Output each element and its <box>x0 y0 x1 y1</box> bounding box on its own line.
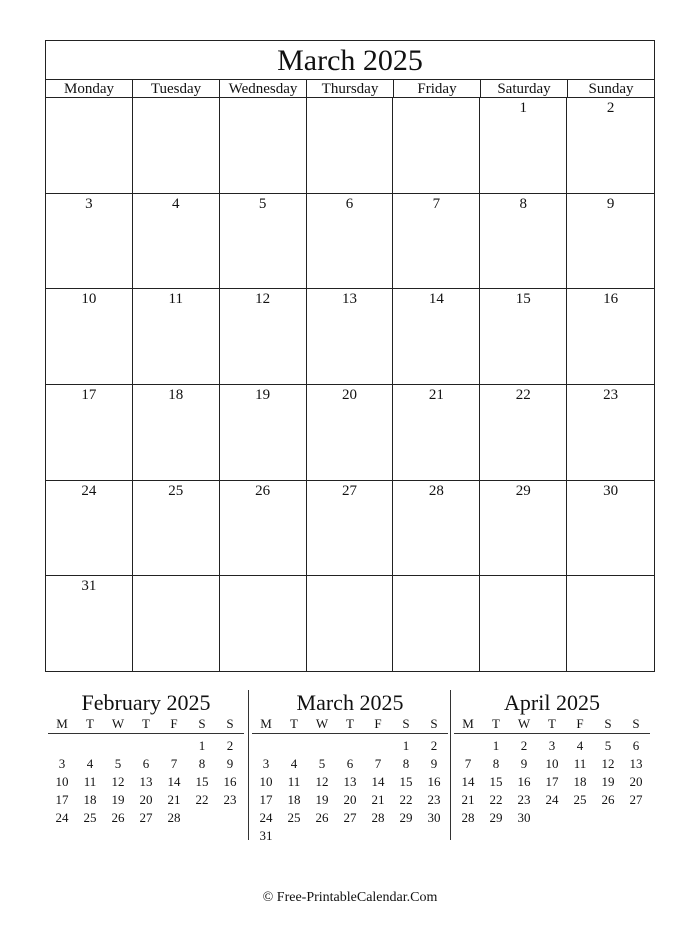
mini-day-cell: 13 <box>629 756 643 771</box>
day-cell: 3 <box>46 194 133 290</box>
mini-day-cell: 22 <box>489 792 503 807</box>
day-cell: 20 <box>307 385 394 481</box>
mini-weekday-label: F <box>374 716 382 731</box>
mini-weekday-label: M <box>56 716 68 731</box>
mini-day-cell: 19 <box>315 792 329 807</box>
mini-day-cell: 13 <box>343 774 357 789</box>
mini-day-cell <box>454 737 482 755</box>
mini-day-cell: 26 <box>315 810 329 825</box>
day-cell: 14 <box>393 289 480 385</box>
mini-day-cell <box>160 737 188 755</box>
mini-day-cell: 17 <box>545 774 559 789</box>
mini-day-cell: 18 <box>287 792 301 807</box>
mini-day-cell: 21 <box>461 792 475 807</box>
mini-day-cell: 26 <box>111 810 125 825</box>
mini-weekday-label: S <box>604 716 612 731</box>
mini-weekday-label: S <box>198 716 206 731</box>
day-cell <box>393 576 480 672</box>
mini-day-cell <box>364 737 392 755</box>
day-cell <box>46 98 133 194</box>
day-cell: 31 <box>46 576 133 672</box>
mini-day-cell <box>280 737 308 755</box>
weekday-header-row <box>46 80 654 98</box>
day-cell: 24 <box>46 481 133 577</box>
mini-day-cell: 16 <box>223 774 237 789</box>
mini-day-cell: 18 <box>573 774 587 789</box>
mini-day-cell: 19 <box>601 774 615 789</box>
mini-day-cell: 16 <box>517 774 531 789</box>
day-cell: 9 <box>567 194 654 290</box>
mini-day-cell: 27 <box>139 810 153 825</box>
mini-day-cell: 28 <box>167 810 181 825</box>
mini-day-cell: 15 <box>489 774 503 789</box>
mini-day-cell: 14 <box>167 774 181 789</box>
mini-day-cell: 17 <box>259 792 273 807</box>
mini-weekday-label: T <box>548 716 556 731</box>
mini-day-cell: 9 <box>226 756 234 771</box>
mini-day-cell: 5 <box>318 756 326 771</box>
day-cell: 23 <box>567 385 654 481</box>
mini-day-cell: 22 <box>195 792 209 807</box>
mini-day-cell: 6 <box>632 738 640 753</box>
mini-day-cell <box>104 737 132 755</box>
day-cell: 21 <box>393 385 480 481</box>
mini-day-cell: 7 <box>464 756 472 771</box>
mini-weekday-label: W <box>315 716 329 731</box>
mini-day-cell: 21 <box>371 792 385 807</box>
mini-day-cell: 2 <box>520 738 528 753</box>
day-cell: 26 <box>220 481 307 577</box>
mini-day-cell: 5 <box>604 738 612 753</box>
mini-weekday-label: T <box>86 716 94 731</box>
footer-credit: © Free-PrintableCalendar.Com <box>262 890 438 905</box>
mini-weekday-label: T <box>142 716 150 731</box>
mini-day-cell: 20 <box>139 792 153 807</box>
mini-weekday-label: S <box>430 716 438 731</box>
mini-calendar-title: February 2025 <box>81 690 211 715</box>
mini-day-cell: 26 <box>601 792 615 807</box>
mini-day-cell: 3 <box>262 756 270 771</box>
mini-day-cell: 4 <box>290 756 298 771</box>
weekday-label: Tuesday <box>133 80 220 97</box>
mini-day-grid <box>454 737 650 827</box>
mini-day-cell: 20 <box>629 774 643 789</box>
mini-day-cell: 25 <box>573 792 587 807</box>
mini-day-cell: 12 <box>111 774 125 789</box>
mini-day-cell: 27 <box>343 810 357 825</box>
day-cell: 11 <box>133 289 220 385</box>
mini-day-cell: 29 <box>489 810 503 825</box>
weekday-label: Monday <box>46 80 133 97</box>
mini-weekday-label: S <box>402 716 410 731</box>
mini-calendar-february <box>48 690 244 827</box>
mini-day-cell <box>336 827 364 845</box>
mini-day-cell: 21 <box>167 792 181 807</box>
mini-day-cell: 8 <box>198 756 206 771</box>
mini-day-cell <box>336 737 364 755</box>
day-cell: 6 <box>307 194 394 290</box>
day-cell: 15 <box>480 289 567 385</box>
mini-day-cell: 20 <box>343 792 357 807</box>
mini-day-cell: 24 <box>55 810 69 825</box>
mini-day-cell: 25 <box>83 810 97 825</box>
mini-day-cell <box>392 827 420 845</box>
mini-day-cell: 27 <box>629 792 643 807</box>
mini-weekday-label: M <box>462 716 474 731</box>
main-calendar <box>45 40 655 672</box>
mini-day-cell: 11 <box>83 774 97 789</box>
mini-weekday-header <box>252 716 448 734</box>
day-cell: 7 <box>393 194 480 290</box>
mini-calendar-title: March 2025 <box>296 690 404 715</box>
day-cell <box>393 98 480 194</box>
mini-day-cell: 7 <box>170 756 178 771</box>
day-cell: 13 <box>307 289 394 385</box>
mini-calendar-april <box>454 690 650 827</box>
mini-day-cell: 10 <box>55 774 69 789</box>
column-divider <box>450 690 451 840</box>
mini-day-cell: 24 <box>259 810 273 825</box>
mini-day-cell: 6 <box>346 756 354 771</box>
mini-day-cell: 8 <box>402 756 410 771</box>
day-cell: 16 <box>567 289 654 385</box>
mini-day-cell <box>364 827 392 845</box>
mini-day-cell: 24 <box>545 792 559 807</box>
weekday-label: Thursday <box>307 80 394 97</box>
mini-day-cell: 23 <box>427 792 441 807</box>
day-cell: 5 <box>220 194 307 290</box>
day-cell: 8 <box>480 194 567 290</box>
mini-day-cell: 23 <box>517 792 531 807</box>
mini-day-cell: 2 <box>430 738 438 753</box>
mini-weekday-label: W <box>517 716 531 731</box>
day-cell: 27 <box>307 481 394 577</box>
mini-day-cell: 14 <box>371 774 385 789</box>
mini-day-cell: 23 <box>223 792 237 807</box>
mini-day-cell: 10 <box>545 756 559 771</box>
mini-day-cell: 18 <box>83 792 97 807</box>
mini-day-cell: 17 <box>55 792 69 807</box>
mini-day-cell: 25 <box>287 810 301 825</box>
mini-day-cell <box>216 809 244 827</box>
day-cell: 12 <box>220 289 307 385</box>
day-cell: 28 <box>393 481 480 577</box>
mini-day-cell <box>622 809 650 827</box>
mini-day-cell: 3 <box>58 756 66 771</box>
day-cell: 25 <box>133 481 220 577</box>
mini-day-cell: 1 <box>402 738 410 753</box>
mini-day-cell: 2 <box>226 738 234 753</box>
weekday-label: Saturday <box>481 80 568 97</box>
day-cell <box>307 576 394 672</box>
mini-weekday-label: S <box>226 716 234 731</box>
mini-weekday-label: F <box>170 716 178 731</box>
mini-day-cell: 5 <box>114 756 122 771</box>
calendar-title: March 2025 <box>46 41 654 80</box>
mini-weekday-label: S <box>632 716 640 731</box>
day-cell: 18 <box>133 385 220 481</box>
mini-day-cell: 10 <box>259 774 273 789</box>
mini-day-cell: 22 <box>399 792 413 807</box>
day-cell <box>567 576 654 672</box>
column-divider <box>248 690 249 840</box>
day-cell: 30 <box>567 481 654 577</box>
mini-day-cell: 3 <box>548 738 556 753</box>
mini-day-cell: 28 <box>371 810 385 825</box>
mini-day-cell: 4 <box>86 756 94 771</box>
day-cell: 29 <box>480 481 567 577</box>
mini-day-cell: 15 <box>195 774 209 789</box>
mini-weekday-header <box>48 716 244 734</box>
mini-day-cell <box>132 737 160 755</box>
day-cell: 22 <box>480 385 567 481</box>
weekday-label: Sunday <box>588 81 634 97</box>
mini-weekday-label: F <box>576 716 584 731</box>
mini-day-cell <box>420 827 448 845</box>
day-cell: 19 <box>220 385 307 481</box>
mini-day-cell <box>252 737 280 755</box>
day-cell: 10 <box>46 289 133 385</box>
day-cell: 17 <box>46 385 133 481</box>
mini-day-cell <box>538 809 566 827</box>
day-cell: 4 <box>133 194 220 290</box>
mini-day-cell: 30 <box>517 810 531 825</box>
mini-day-grid <box>48 737 244 827</box>
mini-day-grid <box>252 737 448 845</box>
mini-day-cell: 6 <box>142 756 150 771</box>
mini-day-cell <box>48 737 76 755</box>
mini-day-cell <box>594 809 622 827</box>
mini-weekday-label: T <box>346 716 354 731</box>
day-cell <box>307 98 394 194</box>
mini-day-cell: 9 <box>520 756 528 771</box>
mini-day-cell: 29 <box>399 810 413 825</box>
mini-day-cell: 30 <box>427 810 441 825</box>
mini-weekday-label: M <box>260 716 272 731</box>
day-grid <box>46 98 654 672</box>
mini-day-cell: 1 <box>492 738 500 753</box>
mini-calendar-title: April 2025 <box>504 690 600 715</box>
mini-day-cell: 14 <box>461 774 475 789</box>
mini-day-cell: 12 <box>601 756 615 771</box>
mini-day-cell <box>566 809 594 827</box>
day-cell <box>220 98 307 194</box>
mini-day-cell: 8 <box>492 756 500 771</box>
mini-day-cell <box>308 737 336 755</box>
weekday-label: Wednesday <box>220 80 307 97</box>
mini-day-cell <box>280 827 308 845</box>
mini-weekday-label: T <box>290 716 298 731</box>
mini-weekday-label: W <box>111 716 125 731</box>
mini-day-cell: 12 <box>315 774 329 789</box>
mini-day-cell <box>308 827 336 845</box>
mini-day-cell <box>76 737 104 755</box>
mini-weekday-header <box>454 716 650 734</box>
mini-day-cell: 15 <box>399 774 413 789</box>
day-cell: 2 <box>567 98 654 194</box>
mini-day-cell: 7 <box>374 756 382 771</box>
mini-day-cell: 13 <box>139 774 153 789</box>
weekday-label: Friday <box>394 80 481 97</box>
mini-day-cell <box>188 809 216 827</box>
day-cell: 1 <box>480 98 567 194</box>
mini-calendar-march <box>252 690 448 845</box>
mini-weekday-label: T <box>492 716 500 731</box>
mini-day-cell: 16 <box>427 774 441 789</box>
mini-day-cell: 11 <box>287 774 301 789</box>
day-cell <box>133 576 220 672</box>
mini-day-cell: 28 <box>461 810 475 825</box>
mini-day-cell: 19 <box>111 792 125 807</box>
mini-day-cell: 9 <box>430 756 438 771</box>
day-cell <box>133 98 220 194</box>
mini-day-cell: 31 <box>259 828 273 843</box>
mini-day-cell: 11 <box>573 756 587 771</box>
mini-day-cell: 4 <box>576 738 584 753</box>
day-cell <box>220 576 307 672</box>
mini-day-cell: 1 <box>198 738 206 753</box>
day-cell <box>480 576 567 672</box>
